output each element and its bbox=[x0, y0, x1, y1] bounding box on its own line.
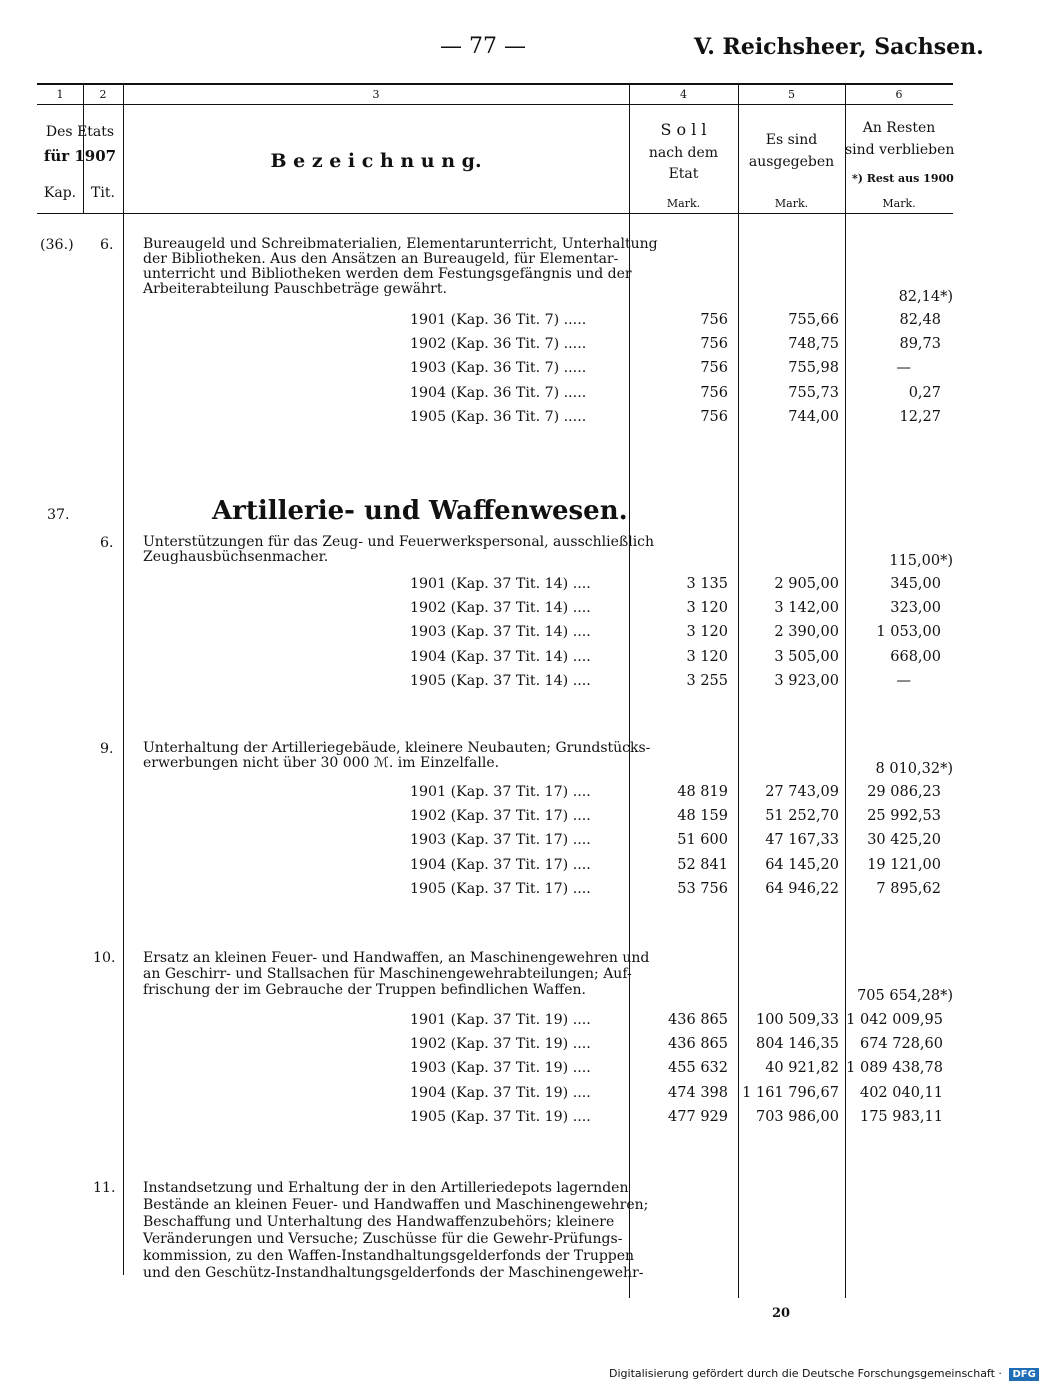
entry-description bbox=[143, 1180, 648, 1282]
header-bottom-rule bbox=[37, 213, 953, 214]
soll-value: 436 865 bbox=[668, 1012, 728, 1028]
soll-value: 756 bbox=[700, 336, 728, 352]
year-row-label: 1902 (Kap. 37 Tit. 19) .... bbox=[410, 1036, 591, 1052]
year-row-label: 1901 (Kap. 37 Tit. 17) .... bbox=[410, 784, 591, 800]
description-line: an Geschirr- und Stallsachen für Maschinengewehrabteilungen; Auf- bbox=[143, 966, 632, 982]
unit-label: Mark. bbox=[882, 197, 916, 210]
year-row-label: 1905 (Kap. 37 Tit. 14) .... bbox=[410, 673, 591, 689]
rest-value: — bbox=[896, 360, 911, 376]
rest-1900-value: 705 654,28*) bbox=[857, 988, 953, 1004]
rest-value: 1 089 438,78 bbox=[846, 1060, 943, 1076]
ausgegeben-value: 748,75 bbox=[788, 336, 839, 352]
description-line: Unterhaltung der Artilleriegebäude, kleinere Neubauten; Grundstücks- bbox=[143, 740, 651, 756]
ausgegeben-value: 40 921,82 bbox=[765, 1060, 839, 1076]
ausgegeben-value: 755,98 bbox=[788, 360, 839, 376]
rest-value: 402 040,11 bbox=[859, 1085, 943, 1101]
soll-value: 53 756 bbox=[677, 881, 728, 897]
column-number: 3 bbox=[372, 88, 380, 101]
rest-value: 345,00 bbox=[890, 576, 941, 592]
ausgegeben-value: 64 145,20 bbox=[765, 857, 839, 873]
year-row-label: 1904 (Kap. 37 Tit. 14) .... bbox=[410, 649, 591, 665]
reste-heading-line: An Resten bbox=[862, 120, 936, 136]
ausgegeben-value: 47 167,33 bbox=[765, 832, 839, 848]
rest-value: 19 121,00 bbox=[867, 857, 941, 873]
column-number: 5 bbox=[788, 88, 795, 101]
soll-heading-line: S o l l bbox=[660, 120, 707, 139]
soll-heading-line: nach dem bbox=[648, 144, 719, 161]
ausgegeben-heading-line: ausgegeben bbox=[748, 153, 835, 170]
description-line: unterricht und Bibliotheken werden dem Festungsgefängnis und der bbox=[143, 266, 632, 282]
soll-value: 52 841 bbox=[677, 857, 728, 873]
column-number: 4 bbox=[680, 88, 687, 101]
year-row-label: 1903 (Kap. 37 Tit. 19) .... bbox=[410, 1060, 591, 1076]
reste-heading-line: sind verblieben bbox=[845, 141, 955, 158]
ausgegeben-value: 3 505,00 bbox=[774, 649, 839, 665]
year-row-label: 1902 (Kap. 36 Tit. 7) ..... bbox=[410, 336, 587, 352]
entry-description bbox=[143, 950, 649, 998]
signature-mark: 20 bbox=[772, 1306, 791, 1321]
rest-value: 323,00 bbox=[890, 600, 941, 616]
dfg-logo: DFG bbox=[1009, 1368, 1038, 1381]
page-number: — 77 — bbox=[440, 34, 526, 59]
soll-value: 3 120 bbox=[686, 600, 728, 616]
ausgegeben-value: 744,00 bbox=[788, 409, 839, 425]
rest-value: 0,27 bbox=[908, 385, 941, 401]
kap-number: (36.) bbox=[40, 237, 74, 253]
unit-label: Mark. bbox=[774, 197, 809, 210]
rest-value: 668,00 bbox=[890, 649, 941, 665]
tit-heading: Tit. bbox=[91, 185, 115, 201]
rest-value: 12,27 bbox=[899, 409, 941, 425]
rest-value: 1 053,00 bbox=[876, 624, 941, 640]
soll-value: 3 255 bbox=[686, 673, 728, 689]
table-top-rule bbox=[37, 83, 953, 85]
description-line: Ersatz an kleinen Feuer- und Handwaffen, an Maschinengewehren und bbox=[143, 950, 650, 966]
year-row-label: 1905 (Kap. 37 Tit. 17) .... bbox=[410, 881, 591, 897]
description-line: Instandsetzung und Erhaltung der in den Artilleriedepots lagernden bbox=[143, 1180, 629, 1196]
soll-value: 48 819 bbox=[677, 784, 728, 800]
digitization-credit bbox=[609, 1367, 1039, 1381]
soll-value: 477 929 bbox=[668, 1109, 728, 1125]
etats-year-heading: für 1907 bbox=[43, 147, 117, 165]
rest-1900-value: 8 010,32*) bbox=[875, 761, 953, 777]
soll-value: 455 632 bbox=[668, 1060, 728, 1076]
description-line: frischung der im Gebrauche der Truppen befindlichen Waffen. bbox=[143, 982, 586, 998]
description-line: Beschaffung und Unterhaltung des Handwaffenzubehörs; kleinere bbox=[143, 1214, 615, 1230]
separator: · bbox=[994, 1367, 1006, 1380]
rest-value: 89,73 bbox=[899, 336, 941, 352]
kap-heading: Kap. bbox=[43, 185, 77, 201]
soll-value: 474 398 bbox=[668, 1085, 728, 1101]
year-row-label: 1904 (Kap. 36 Tit. 7) ..... bbox=[410, 385, 587, 401]
year-row-label: 1905 (Kap. 36 Tit. 7) ..... bbox=[410, 409, 587, 425]
unit-label: Mark. bbox=[666, 197, 701, 210]
tit-number: 11. bbox=[93, 1180, 116, 1196]
ausgegeben-value: 100 509,33 bbox=[755, 1012, 839, 1028]
ausgegeben-value: 755,66 bbox=[788, 312, 839, 328]
column-divider bbox=[123, 85, 124, 1275]
etats-heading: Des Etats bbox=[45, 124, 115, 140]
rest-value: 25 992,53 bbox=[867, 808, 941, 824]
section-kap-number: 37. bbox=[47, 507, 70, 523]
ausgegeben-heading bbox=[738, 130, 845, 173]
rest-value: — bbox=[896, 673, 911, 689]
rest-value: 82,48 bbox=[899, 312, 941, 328]
year-row-label: 1902 (Kap. 37 Tit. 17) .... bbox=[410, 808, 591, 824]
digitization-credit-text: Digitalisierung gefördert durch die Deutsche Forschungsgemeinschaft bbox=[609, 1367, 995, 1380]
description-line: Veränderungen und Versuche; Zuschüsse für die Gewehr-Prüfungs- bbox=[143, 1231, 623, 1247]
rest-value: 30 425,20 bbox=[867, 832, 941, 848]
tit-number: 6. bbox=[100, 535, 114, 551]
description-line: Zeughausbüchsenmacher. bbox=[143, 549, 329, 565]
column-number: 6 bbox=[895, 88, 903, 101]
column-number: 2 bbox=[99, 88, 107, 101]
year-row-label: 1903 (Kap. 37 Tit. 14) .... bbox=[410, 624, 591, 640]
year-row-label: 1904 (Kap. 37 Tit. 19) .... bbox=[410, 1085, 591, 1101]
rest-1900-value: 82,14*) bbox=[898, 289, 953, 305]
section-title: Artillerie- und Waffenwesen. bbox=[212, 496, 628, 526]
ausgegeben-value: 1 161 796,67 bbox=[742, 1085, 839, 1101]
rest-value: 175 983,11 bbox=[859, 1109, 943, 1125]
description-line: Unterstützungen für das Zeug- und Feuerwerkspersonal, ausschließlich bbox=[143, 534, 655, 550]
soll-value: 756 bbox=[700, 360, 728, 376]
soll-value: 3 120 bbox=[686, 624, 728, 640]
description-line: Bureaugeld und Schreibmaterialien, Elementarunterricht, Unterhaltung bbox=[143, 236, 658, 252]
soll-value: 756 bbox=[700, 385, 728, 401]
rest-value: 29 086,23 bbox=[867, 784, 941, 800]
soll-value: 756 bbox=[700, 409, 728, 425]
year-row-label: 1902 (Kap. 37 Tit. 14) .... bbox=[410, 600, 591, 616]
rest-value: 1 042 009,95 bbox=[846, 1012, 943, 1028]
soll-value: 756 bbox=[700, 312, 728, 328]
entry-description bbox=[143, 741, 650, 771]
rest-value: 7 895,62 bbox=[876, 881, 941, 897]
description-line: der Bibliotheken. Aus den Ansätzen an Bureaugeld, für Elementar- bbox=[143, 251, 619, 267]
year-row-label: 1901 (Kap. 36 Tit. 7) ..... bbox=[410, 312, 587, 328]
soll-value: 48 159 bbox=[677, 808, 728, 824]
year-row-label: 1903 (Kap. 37 Tit. 17) .... bbox=[410, 832, 591, 848]
rest-1900-note: *) Rest aus 1900 bbox=[852, 172, 954, 185]
ausgegeben-value: 2 905,00 bbox=[774, 576, 839, 592]
ausgegeben-value: 3 142,00 bbox=[774, 600, 839, 616]
column-number: 1 bbox=[56, 88, 64, 101]
ausgegeben-value: 64 946,22 bbox=[765, 881, 839, 897]
soll-value: 3 135 bbox=[686, 576, 728, 592]
ausgegeben-value: 703 986,00 bbox=[755, 1109, 839, 1125]
soll-value: 51 600 bbox=[677, 832, 728, 848]
ausgegeben-heading-line: Es sind bbox=[765, 132, 818, 148]
ausgegeben-value: 3 923,00 bbox=[774, 673, 839, 689]
description-line: erwerbungen nicht über 30 000 ℳ. im Einzelfalle. bbox=[143, 755, 500, 771]
year-row-label: 1903 (Kap. 36 Tit. 7) ..... bbox=[410, 360, 587, 376]
year-row-label: 1905 (Kap. 37 Tit. 19) .... bbox=[410, 1109, 591, 1125]
tit-number: 9. bbox=[100, 741, 114, 757]
soll-value: 436 865 bbox=[668, 1036, 728, 1052]
tit-number: 6. bbox=[100, 237, 114, 253]
bezeichnung-heading: B e z e i c h n u n g. bbox=[270, 150, 482, 172]
entry-description bbox=[143, 535, 654, 565]
year-row-label: 1901 (Kap. 37 Tit. 19) .... bbox=[410, 1012, 591, 1028]
description-line: Bestände an kleinen Feuer- und Handwaffen und Maschinengewehren; bbox=[143, 1197, 649, 1213]
ausgegeben-value: 755,73 bbox=[788, 385, 839, 401]
soll-value: 3 120 bbox=[686, 649, 728, 665]
column-number-rule bbox=[37, 104, 953, 105]
rest-1900-value: 115,00*) bbox=[889, 553, 953, 569]
year-row-label: 1904 (Kap. 37 Tit. 17) .... bbox=[410, 857, 591, 873]
soll-heading-line: Etat bbox=[668, 166, 699, 183]
description-line: und den Geschütz-Instandhaltungsgelderfonds der Maschinengewehr- bbox=[143, 1265, 644, 1281]
year-row-label: 1901 (Kap. 37 Tit. 14) .... bbox=[410, 576, 591, 592]
tit-number: 10. bbox=[93, 950, 116, 966]
rest-value: 674 728,60 bbox=[859, 1036, 943, 1052]
ausgegeben-value: 51 252,70 bbox=[765, 808, 839, 824]
page-header-title: V. Reichsheer, Sachsen. bbox=[694, 34, 984, 60]
ausgegeben-value: 804 146,35 bbox=[755, 1036, 839, 1052]
description-line: Arbeiterabteilung Pauschbeträge gewährt. bbox=[143, 281, 447, 297]
ausgegeben-value: 2 390,00 bbox=[774, 624, 839, 640]
ausgegeben-value: 27 743,09 bbox=[765, 784, 839, 800]
description-line: kommission, zu den Waffen-Instandhaltungsgelderfonds der Truppen bbox=[143, 1248, 635, 1264]
entry-description bbox=[143, 237, 658, 297]
reste-heading bbox=[845, 118, 953, 161]
soll-heading bbox=[629, 118, 738, 186]
